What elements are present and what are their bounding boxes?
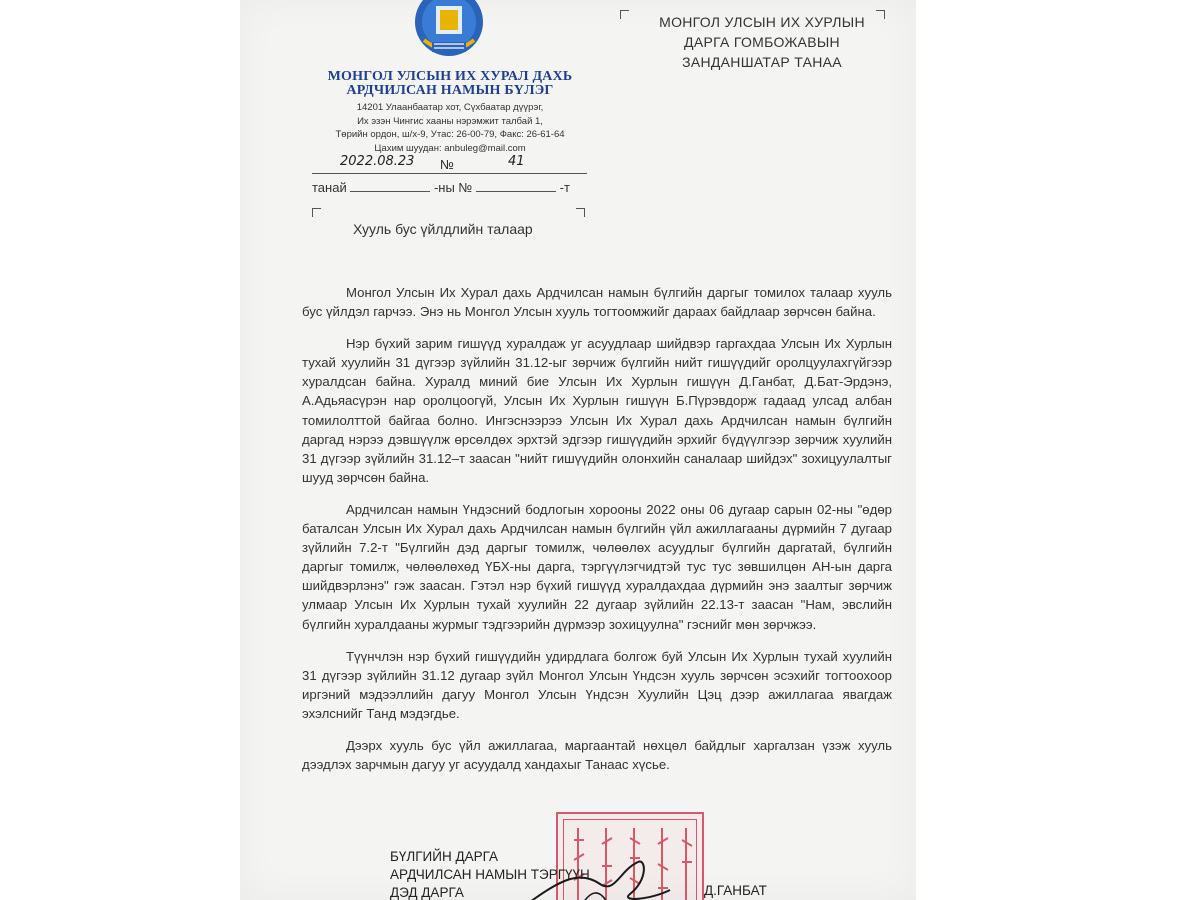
org-title-line2: АРДЧИЛСАН НАМЫН БҮЛЭГ bbox=[346, 83, 554, 98]
organization-title bbox=[310, 70, 590, 98]
address-line1: 14201 Улаанбаатар хот, Сүхбаатар дүүрэг, bbox=[356, 102, 544, 113]
organization-address bbox=[280, 101, 620, 155]
reference-line bbox=[312, 180, 602, 195]
recipient-line2: ДАРГА ГОМБОЖАВЫН bbox=[684, 34, 840, 50]
ref-blank-number bbox=[476, 181, 556, 192]
number-label: № bbox=[440, 157, 454, 172]
body-paragraph-1: Монгол Улсын Их Хурал дахь Ардчилсан намын бүлгийн даргыг томилох талаар хууль бус үйлдэл гарчээ. Энэ нь Монгол Улсын хууль тогтоомжийг дараах байдлаар зөрчсөн байна. bbox=[302, 285, 892, 320]
address-line3: Төрийн ордон, ш/х-9, Утас: 26-00-79, Факс: 26-61-64 bbox=[335, 129, 565, 140]
letter-date: 2022.08.23 bbox=[340, 154, 415, 169]
signatory-name: Д.ГАНБАТ bbox=[704, 883, 767, 898]
state-emblem-icon bbox=[410, 0, 488, 62]
body-paragraph-5: Дээрх хууль бус үйл ажиллагаа, маргаантай нөхцөл байдлыг харгалзан үзэж хууль дээдлэх зарчмын дагуу уг асуудалд хандахыг Танаас хүсье. bbox=[302, 737, 892, 773]
body-paragraph-4: Түүнчлэн нэр бүхий гишүүдийн удирдлага болгож буй Улсын Их Хурлын тухай хуулийн 31 дүгээр зүйлийн 31.12 дугаар зүйл Монгол Улсын Үндсэн хууль зөрчсөн эсэхийг тогтоохоор иргэний мэдээллийн дагуу Монгол Улсын Үндсэн Хуулийн Цэц дээр ажиллагаа явагдаж эхэлснийг Танд мэдэгдье. bbox=[302, 648, 892, 721]
letter-sheet bbox=[240, 0, 916, 900]
address-line4: Цахим шуудан: anbuleg@mail.com bbox=[374, 142, 526, 154]
signatory-title-line3: ДЭД ДАРГА bbox=[390, 885, 464, 900]
address-line2: Их эзэн Чингис хааны нэрэмжит талбай 1, bbox=[357, 115, 543, 127]
letter-number: 41 bbox=[508, 154, 525, 169]
recipient-block bbox=[632, 12, 892, 72]
org-title-line1: МОНГОЛ УЛСЫН ИХ ХУРАЛ ДАХЬ bbox=[327, 69, 573, 84]
subject-corner-right bbox=[576, 208, 585, 217]
ref-suffix: -т bbox=[559, 180, 570, 195]
ref-blank-date bbox=[350, 181, 430, 192]
body-paragraph-2: Нэр бүхий зарим гишүүд хуралдаж уг асуудлаар шийдвэр гаргахдаа Улсын Их Хурлын тухай хуулийн 31 дүгээр зүйлийн 31.12-ыг зөрчиж бүлгийн нийт гишүүдийг оролцуулахгүйгээр хуралдсан байна. Хуралд миний бие Улсын Их Хурлын гишүүн Д.Ганбат, Д.Бат-Эрдэнэ, А.Адьяасүрэн нар оролцоогүй, Улсын Их Хурлын гишүүн Б.Пүрэвдорж гадаад улсад албан томилолттой байгаа болно. Ингэснээрээ Улсын Их Хурал дахь Ардчилсан намын бүлгийн даргад нэрээ дэвшүүлж өрсөлдөх эрхтэй эдгээр гишүүдийн эрхийг бүдүүлгээр зөрчиж хуулийн 31 дүгээр зүйлийн 31.12–т заасан "нийт гишүүдийн олонхийн саналаар шийдэх" зохицуулалтыг шууд зөрчсөн байна. bbox=[302, 336, 892, 485]
recipient-line1: МОНГОЛ УЛСЫН ИХ ХУРЛЫН bbox=[659, 14, 865, 30]
ref-prefix: танай bbox=[312, 180, 347, 195]
recipient-corner-left bbox=[620, 10, 629, 19]
body-paragraph-3: Ардчилсан намын Үндэсний бодлогын хорооны 2022 оны 06 дугаар сарын 02-ны "өдөр баталсан Улсын Их Хурал дахь Ардчилсан намын бүлгийн үйл ажиллагааны дүрмийн 7 дугаар зүйлийн 7.2-т "Бүлгийн дэд даргыг томилж, чөлөөлөх асуудлыг бүлгийн даргатай, бүлгийн даргыг томилж, чөлөөлөхөд ҮБХ-ны дарга, тэргүүлэгчидтэй тус тус зөвшилцөн АН-ын дарга шийдвэрлэнэ" гэж заасан. Гэтэл нэр бүхий гишүүд хуралдахдаа дүрмийн энэ заалтыг зөрчиж улмаар Улсын Их Хурлын тухай хуулийн 22 дугаар зүйлийн 22.13-т заасан "Нам, эвслийн бүлгийн хуралдааны журмыг тэдгээрийн дүрмээр зохицуулна" гэснийг мөн зөрчжээ. bbox=[302, 501, 892, 632]
signatory-title-line1: БҮЛГИЙН ДАРГА bbox=[390, 849, 499, 864]
signatory-title-line2: АРДЧИЛСАН НАМЫН ТЭРГҮҮН bbox=[390, 867, 590, 882]
subject-corner-left bbox=[312, 208, 321, 217]
handwritten-signature bbox=[520, 850, 680, 900]
letter-body bbox=[302, 283, 892, 787]
ref-middle: -ны № bbox=[433, 180, 473, 195]
recipient-line3: ЗАНДАНШАТАР ТАНАА bbox=[682, 54, 842, 70]
letter-subject: Хууль бус үйлдлийн талаар bbox=[353, 221, 533, 237]
